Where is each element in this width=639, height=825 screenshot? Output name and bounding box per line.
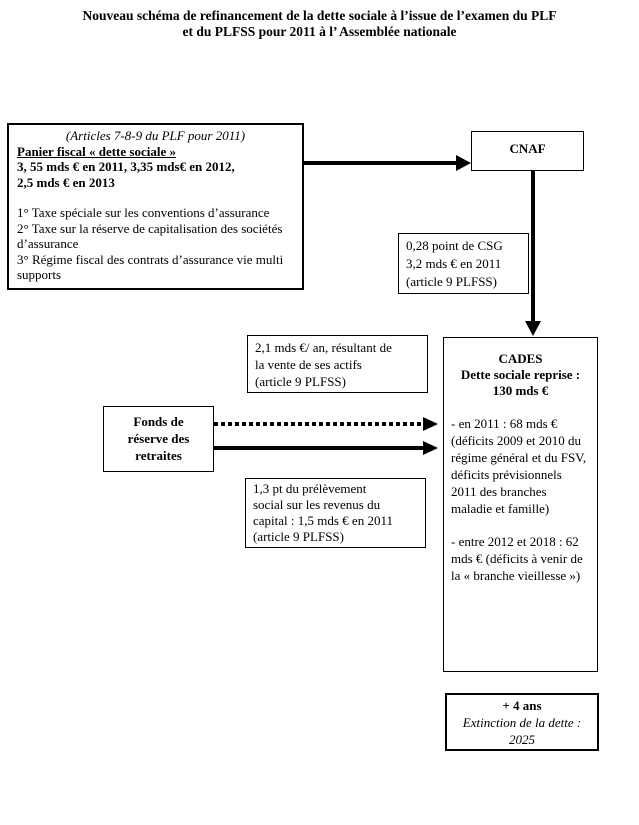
panier-amount-line-1: 3, 55 mds € en 2011, 3,35 mds€ en 2012, xyxy=(17,159,235,174)
cades-heading-line-1: Dette sociale reprise : xyxy=(460,367,581,382)
panier-articles-subtitle: (Articles 7-8-9 du PLF pour 2011) xyxy=(65,128,246,143)
panier-tax-list xyxy=(17,205,294,283)
panier-amount-line-2: 2,5 mds € en 2013 xyxy=(17,174,115,190)
csg-note-line-3: (article 9 PLFSS) xyxy=(406,274,497,289)
frr-label-line-1: Fonds de xyxy=(133,414,184,429)
prelevement-line-4: (article 9 PLFSS) xyxy=(253,529,344,544)
vente-actifs-line-3: (article 9 PLFSS) xyxy=(255,374,346,389)
vente-actifs-line-2: la vente de ses actifs xyxy=(255,357,362,372)
page-title-line-1: Nouveau schéma de refinancement de la dette sociale à l’issue de l’examen du PLF xyxy=(82,8,557,23)
cades-paragraph-2011: - en 2011 : 68 mds € (déficits 2009 et 2010 du régime général et du FSV, déficits prévisionnels 2011 des branches maladie et famille) xyxy=(451,416,587,516)
prelevement-note-box xyxy=(245,478,426,548)
cades-heading-line-2: 130 mds € xyxy=(492,383,549,398)
cades-paragraph-2012-2018: - entre 2012 et 2018 : 62 mds € (déficits à venir de la « branche vieillesse ») xyxy=(451,534,583,583)
prelevement-line-2: social sur les revenus du xyxy=(253,497,381,512)
prelevement-line-1: 1,3 pt du prélèvement xyxy=(253,481,367,496)
panier-tax-item-2: 2° Taxe sur la réserve de capitalisation des sociétés d’assurance xyxy=(17,220,283,251)
extinction-duration: + 4 ans xyxy=(502,698,542,713)
arrow-frr-to-cades-dotted-icon xyxy=(214,417,438,431)
extinction-box xyxy=(445,693,599,751)
extinction-year: 2025 xyxy=(509,732,535,747)
csg-note-line-2: 3,2 mds € en 2011 xyxy=(406,256,502,271)
panier-fiscal-box xyxy=(7,123,304,290)
csg-note-box xyxy=(398,233,529,294)
frr-label-line-3: retraites xyxy=(135,448,182,463)
arrow-frr-to-cades-solid-icon xyxy=(214,441,438,455)
arrow-panier-to-cnaf-icon xyxy=(304,155,471,171)
frr-box xyxy=(103,406,214,472)
frr-label-line-2: réserve des xyxy=(127,431,190,446)
prelevement-line-3: capital : 1,5 mds € en 2011 xyxy=(253,513,393,528)
extinction-caption: Extinction de la dette : xyxy=(462,715,582,730)
cades-name: CADES xyxy=(498,351,543,366)
csg-note-line-1: 0,28 point de CSG xyxy=(406,238,503,253)
vente-actifs-line-1: 2,1 mds €/ an, résultant de xyxy=(255,340,392,355)
panier-tax-item-1: 1° Taxe spéciale sur les conventions d’assurance xyxy=(17,205,270,220)
vente-actifs-note-box xyxy=(247,335,428,393)
panier-tax-item-3: 3° Régime fiscal des contrats d’assurance vie multi supports xyxy=(17,251,284,282)
page-title-line-2: et du PLFSS pour 2011 à l’ Assemblée nationale xyxy=(182,24,457,39)
cnaf-box xyxy=(471,131,584,171)
panier-heading: Panier fiscal « dette sociale » xyxy=(17,143,176,159)
cades-box xyxy=(443,337,598,672)
cnaf-label: CNAF xyxy=(509,141,546,156)
